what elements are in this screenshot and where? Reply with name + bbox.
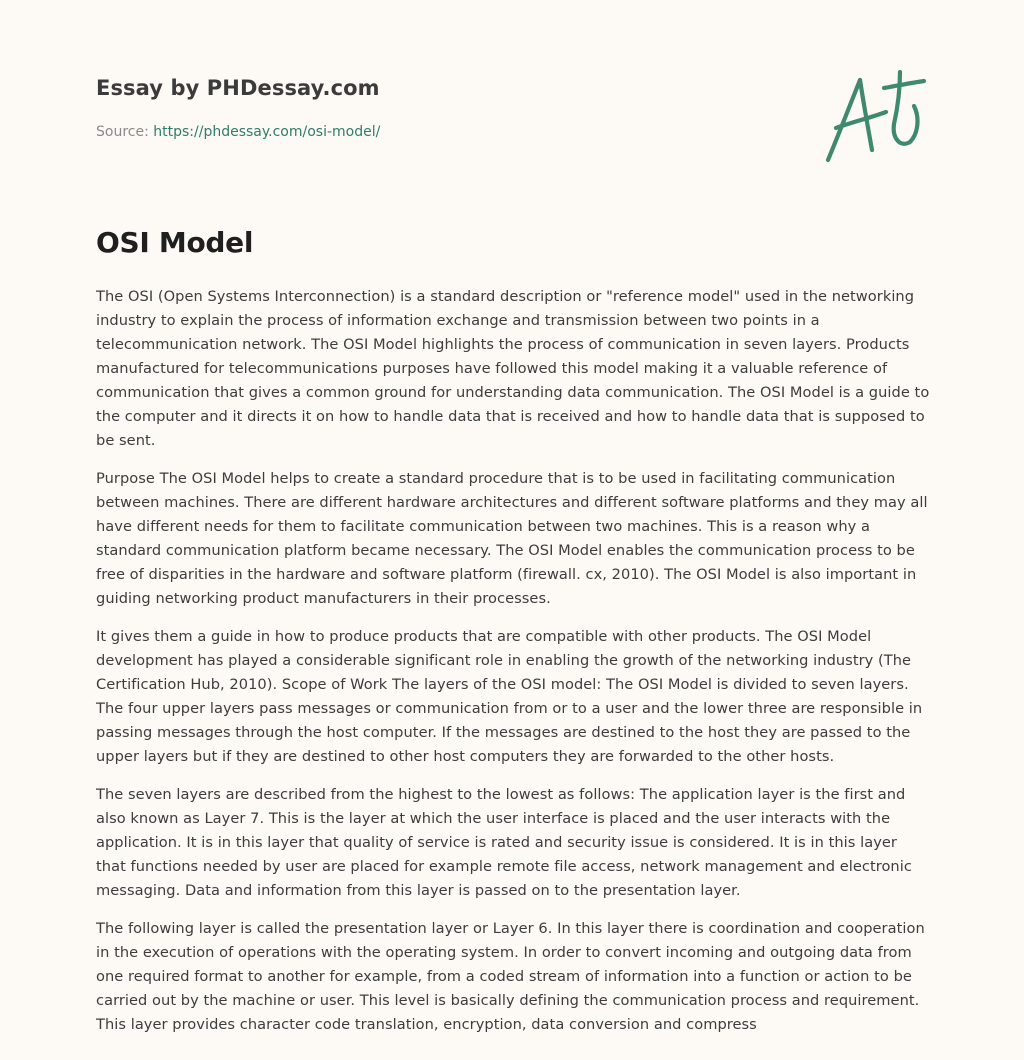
essay-title: OSI Model: [96, 226, 254, 259]
essay-paragraph-1: The OSI (Open Systems Interconnection) is a standard description or "reference model" used in the networking industry to explain the process of information exchange and transmission between two points in a telecommunication network. The OSI Model highlights the process of communication in seven layers. Products manufactured for telecommunications purposes have followed this model making it a valuable reference of communication that gives a common ground for understanding data communication. The OSI Model is a guide to the computer and it directs it on how to handle data that is received and how to handle data that is supposed to be sent.: [96, 288, 930, 449]
site-title: Essay by PHDessay.com: [96, 76, 380, 100]
essay-paragraph-2: Purpose The OSI Model helps to create a standard procedure that is to be used in facilitating communication between machines. There are different hardware architectures and different software platforms and they may all have different needs for them to facilitate communication between two machines. This is a reason why a standard communication platform became necessary. The OSI Model enables the communication process to be free of disparities in the hardware and software platform (firewall. cx, 2010). The OSI Model is also important in guiding networking product manufacturers in their processes.: [96, 470, 928, 607]
essay-body: [96, 285, 930, 1051]
essay-paragraph-5: The following layer is called the presentation layer or Layer 6. In this layer there is coordination and cooperation in the execution of operations with the operating system. In order to convert incoming and outgoing data from one required format to another for example, from a coded stream of information into a function or action to be carried out by the machine or user. This level is basically defining the communication process and requirement. This layer provides character code translation, encryption, data conversion and compress: [96, 920, 925, 1033]
source-label: Source:: [96, 124, 154, 140]
essay-paragraph-4: The seven layers are described from the highest to the lowest as follows: The application layer is the first and also known as Layer 7. This is the layer at which the user interface is placed and the user interacts with the application. It is in this layer that quality of service is rated and security issue is considered. It is in this layer that functions needed by user are placed for example remote file access, network management and electronic messaging. Data and information from this layer is passed on to the presentation layer.: [96, 786, 912, 899]
source-link[interactable]: https://phdessay.com/osi-model/: [153, 124, 381, 140]
a-plus-grade-icon: [820, 66, 930, 166]
source-line: [96, 124, 380, 140]
essay-paragraph-3: It gives them a guide in how to produce products that are compatible with other products. The OSI Model development has played a considerable significant role in enabling the growth of the networking industry (The Certification Hub, 2010). Scope of Work The layers of the OSI model: The OSI Model is divided to seven layers. The four upper layers pass messages or communication from or to a user and the lower three are responsible in passing messages through the host computer. If the messages are destined to the host they are passed to the upper layers but if they are destined to other host computers they are forwarded to the other hosts.: [96, 628, 923, 765]
